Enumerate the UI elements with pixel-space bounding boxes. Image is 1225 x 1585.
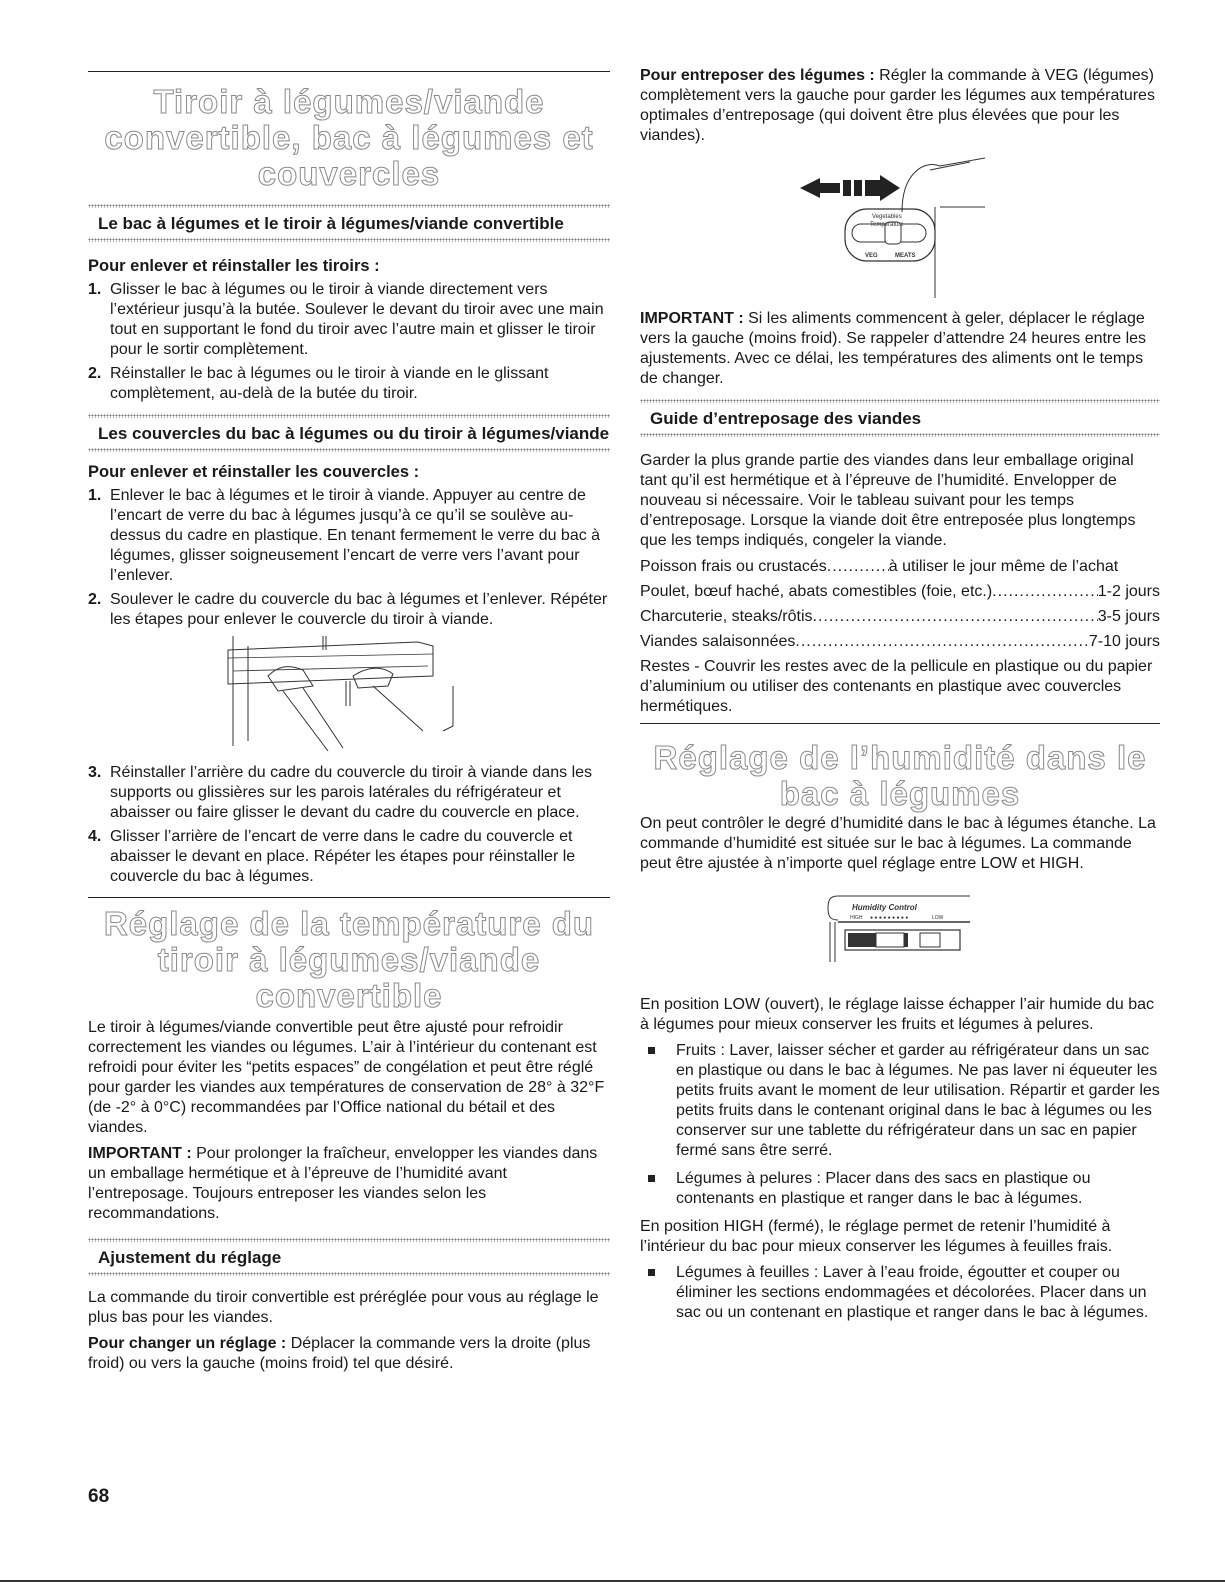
section-rule — [88, 897, 610, 898]
list-item: 1. Enlever le bac à légumes et le tiroir à viande. Appuyer au centre de l’encart de verre du bac à légumes jusqu’à ce qu’il se soulève au-dessus du cadre en plastique. En tenant fermement le verre du bac à légumes, glisser soigneusement l’encart de verre vers l’avant pour l’enlever. — [88, 487, 601, 584]
high-setting-paragraph: En position HIGH (fermé), le réglage permet de retenir l’humidité à l’intérieur du bac pour mieux conserver les légumes à feuilles frais. — [640, 1218, 1113, 1255]
temperature-dial-illustration — [640, 152, 1160, 298]
subsection-crisper: Le bac à légumes et le tiroir à légumes/viande convertible — [98, 214, 564, 233]
vegetable-storage-note: Pour entreposer des légumes : Régler la commande à VEG (légumes) complètement vers la gauche pour garder les légumes aux températures optimales d’entreposage (qui doivent être plus élevées que pour les viandes). — [640, 67, 1155, 144]
dotted-divider — [640, 433, 1160, 437]
svg-text:Vegetables: Vegetables — [872, 214, 902, 220]
dotted-divider — [88, 448, 610, 452]
adjustment-paragraph: La commande du tiroir convertible est préréglée pour vous au réglage le plus bas pour les viandes. — [88, 1289, 599, 1326]
meat-storage-table — [640, 557, 1160, 652]
section-title-temperature: Réglage de la température du tiroir à légumes/viande convertible — [103, 905, 595, 1014]
page-bottom-rule — [0, 1580, 1225, 1582]
list-item: Fruits : Laver, laisser sécher et garder au réfrigérateur dans un sac en plastique ou dans le bac à légumes. Ne pas laver ni équeuter les petits fruits avant le moment de leur utilisation. Répartir et garder les petits fruits dans le contenant original dans le bac à légumes ou les conserver sur une tablette du réfrigérateur dans un sac en papier fermé sans être serré. — [640, 1041, 1160, 1161]
dotted-divider — [88, 238, 610, 242]
table-row: Poulet, bœuf haché, abats comestibles (foie, etc.) ..... 1-2 jours — [640, 582, 1160, 602]
change-setting-note: Pour changer un réglage : Déplacer la commande vers la droite (plus froid) ou vers la gauche (moins froid) tel que désiré. — [88, 1335, 591, 1372]
list-item: Légumes à pelures : Placer dans des sacs en plastique ou contenants en plastique et ranger dans le bac à légumes. — [640, 1169, 1160, 1209]
svg-text:Temperature: Temperature — [870, 222, 904, 228]
heading-remove-drawers: Pour enlever et réinstaller les tiroirs : — [88, 257, 380, 275]
table-row: Viandes salaisonnées ..... 7-10 jours — [640, 632, 1160, 652]
subsection-adjustment: Ajustement du réglage — [98, 1248, 282, 1267]
list-item: 2. Soulever le cadre du couvercle du bac à légumes et l’enlever. Répéter les étapes pour enlever le couvercle du tiroir à viande. — [88, 591, 608, 628]
dotted-divider — [88, 1272, 610, 1276]
dotted-divider — [88, 1238, 610, 1242]
cover-steps — [88, 486, 610, 630]
cover-removal-illustration — [88, 636, 610, 754]
list-item: 1. Glisser le bac à légumes ou le tiroir à viande directement vers l’extérieur jusqu’à la butée. Soulever le devant du tiroir avec une main tout en supportant le fond du tiroir avec l’autre main et glisser le tiroir pour le sortir complètement. — [88, 281, 604, 358]
low-setting-list — [640, 1041, 1160, 1209]
list-item: 2. Réinstaller le bac à légumes ou le tiroir à viande en le glissant complètement, au-delà de la butée du tiroir. — [88, 365, 549, 402]
subsection-meat-guide: Guide d’entreposage des viandes — [650, 409, 922, 428]
list-item: 4. Glisser l’arrière de l’encart de verre dans le cadre du couvercle et abaisser le devant en place. Répéter les étapes pour réinstaller le couvercle du bac à légumes. — [88, 828, 576, 885]
page-number: 68 — [88, 1486, 110, 1507]
dotted-divider — [640, 399, 1160, 403]
right-column — [640, 0, 1160, 1331]
subsection-covers: Les couvercles du bac à légumes ou du tiroir à légumes/viande — [98, 424, 610, 443]
low-setting-paragraph: En position LOW (ouvert), le réglage laisse échapper l’air humide du bac à légumes pour mieux conserver les fruits et légumes à pelures. — [640, 996, 1155, 1033]
left-arrow-icon — [800, 178, 840, 198]
important-meat-note: IMPORTANT : Pour prolonger la fraîcheur, envelopper les viandes dans un emballage hermétique et à l’épreuve de l’humidité avant l’entreposage. Toujours entreposer les viandes selon les recommandations. — [88, 1145, 598, 1222]
svg-text:HIGH: HIGH — [850, 915, 863, 921]
heading-remove-covers: Pour enlever et réinstaller les couvercles : — [88, 463, 420, 481]
section-rule — [640, 723, 1160, 724]
dotted-divider — [88, 204, 610, 208]
list-item: Légumes à feuilles : Laver à l’eau froide, égoutter et couper ou éliminer les sections endommagées et décolorées. Placer dans un sac ou un contenant en plastique et ranger dans le bac à légumes. — [640, 1263, 1160, 1323]
section-title-drawers: Tiroir à légumes/viande convertible, bac à légumes et couvercles — [104, 83, 594, 192]
humidity-paragraph: On peut contrôler le degré d’humidité dans le bac à légumes étanche. La commande d’humidité est située sur le bac à légumes. La commande peut être ajustée à n’importe quel réglage entre LOW et HIGH. — [640, 815, 1156, 872]
list-item: 3. Réinstaller l’arrière du cadre du couvercle du tiroir à viande dans les supports ou glissières sur les parois latérales du réfrigérateur et abaisser ou faire glisser le devant du cadre du couvercle en place. — [88, 764, 593, 821]
svg-text:Humidity Control: Humidity Control — [852, 903, 917, 912]
section-title-humidity: Réglage de l’humidité dans le bac à légumes — [653, 739, 1147, 812]
leftovers-paragraph: Restes - Couvrir les restes avec de la pellicule en plastique ou du papier d’aluminium ou utiliser des contenants en plastique avec couvercles hermétiques. — [640, 658, 1153, 715]
table-row: Charcuterie, steaks/rôtis ..... 3-5 jours — [640, 607, 1160, 627]
table-row: Poisson frais ou crustacés ..... à utiliser le jour même de l’achat — [640, 557, 1160, 577]
high-setting-list — [640, 1263, 1160, 1323]
meat-guide-paragraph: Garder la plus grande partie des viandes dans leur emballage original tant qu’il est hermétique et à l’épreuve de l’humidité. Envelopper de nouveau si nécessaire. Voir le tableau suivant pour les temps d’entreposage. Lorsque la viande doit être entreposée plus longtemps que les temps indiqués, congeler la viande. — [640, 452, 1136, 549]
svg-text:● ● ● ● ● ● ● ● ●: ● ● ● ● ● ● ● ● ● — [870, 915, 909, 921]
section-top-rule — [88, 71, 610, 72]
svg-text:VEG: VEG — [865, 253, 878, 259]
humidity-control-illustration — [640, 880, 1160, 980]
temperature-paragraph: Le tiroir à légumes/viande convertible peut être ajusté pour refroidir correctement les viandes ou légumes. L’air à l’intérieur du contenant est refroidi pour éviter les “petits espaces” de congélation et peut être réglé pour garder les viandes aux températures de conservation de 28° à 32°F (de -2° à 0°C) recommandées par l’Office national du bétail et des viandes. — [88, 1019, 605, 1136]
svg-text:LOW: LOW — [932, 915, 944, 921]
right-arrow-icon — [865, 175, 900, 201]
left-column — [88, 0, 610, 1380]
dotted-divider — [88, 414, 610, 418]
cover-steps-continued — [88, 763, 610, 887]
important-freeze-note: IMPORTANT : Si les aliments commencent à geler, déplacer le réglage vers la gauche (moins froid). Se rappeler d’attendre 24 heures entre les ajustements. Avec ce délai, les températures des aliments ont le temps de changer. — [640, 310, 1147, 387]
drawer-steps — [88, 280, 610, 404]
svg-text:MEATS: MEATS — [895, 253, 916, 259]
